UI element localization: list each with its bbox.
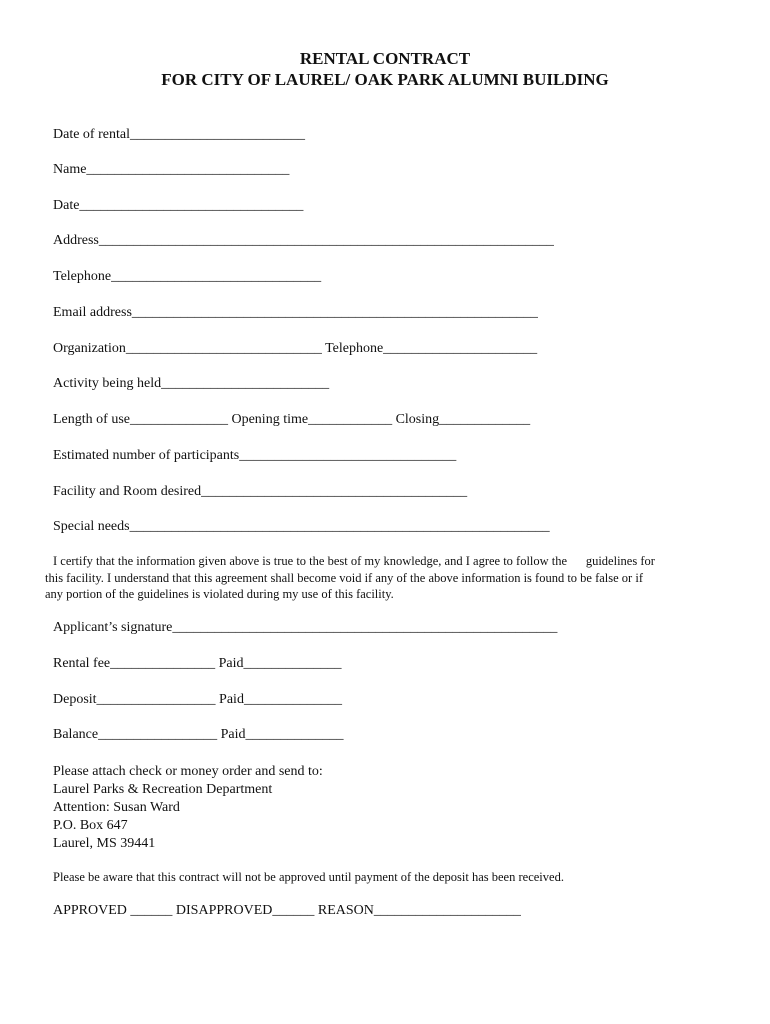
activity-field: Activity being held________________________ [53,376,330,391]
organization-field: Organization____________________________ Telephone______________________ [53,341,538,356]
mailing-po-box: P.O. Box 647 [53,818,128,833]
contract-subtitle: FOR CITY OF LAUREL/ OAK PARK ALUMNI BUILDING [161,70,609,89]
deposit-field: Deposit_________________ Paid______________ [53,692,342,707]
mailing-instruction: Please attach check or money order and send to: [53,764,323,779]
mailing-department: Laurel Parks & Recreation Department [53,782,273,797]
certification-line-1: I certify that the information given above is true to the best of my knowledge, and I agree to follow the guidelines for [53,554,655,568]
mailing-city: Laurel, MS 39441 [53,836,156,851]
signature-field: Applicant’s signature_______________________________________________________ [53,620,558,635]
contract-title: RENTAL CONTRACT [299,49,471,68]
balance-field: Balance_________________ Paid______________ [53,727,344,742]
date-field: Date________________________________ [53,198,304,213]
certification-line-2: this facility. I understand that this agreement shall become void if any of the above information is found to be false or if [45,571,643,585]
telephone-field: Telephone______________________________ [53,269,322,284]
certification-line-3: any portion of the guidelines is violated during my use of this facility. [45,587,394,601]
length-of-use-field: Length of use______________ Opening time____________ Closing_____________ [53,412,531,427]
mailing-attention: Attention: Susan Ward [53,800,180,815]
approval-line: APPROVED ______ DISAPPROVED______ REASON_____________________ [53,903,521,918]
address-field: Address_________________________________________________________________ [53,233,554,248]
special-needs-field: Special needs____________________________________________________________ [53,519,550,534]
email-field: Email address__________________________________________________________ [53,305,538,320]
date-of-rental-field: Date of rental_________________________ [53,127,305,142]
deposit-notice: Please be aware that this contract will not be approved until payment of the deposit has been received. [53,870,564,884]
rental-fee-field: Rental fee_______________ Paid______________ [53,656,342,671]
name-field: Name_____________________________ [53,162,290,177]
facility-field: Facility and Room desired______________________________________ [53,484,468,499]
participants-field: Estimated number of participants_______________________________ [53,448,457,463]
